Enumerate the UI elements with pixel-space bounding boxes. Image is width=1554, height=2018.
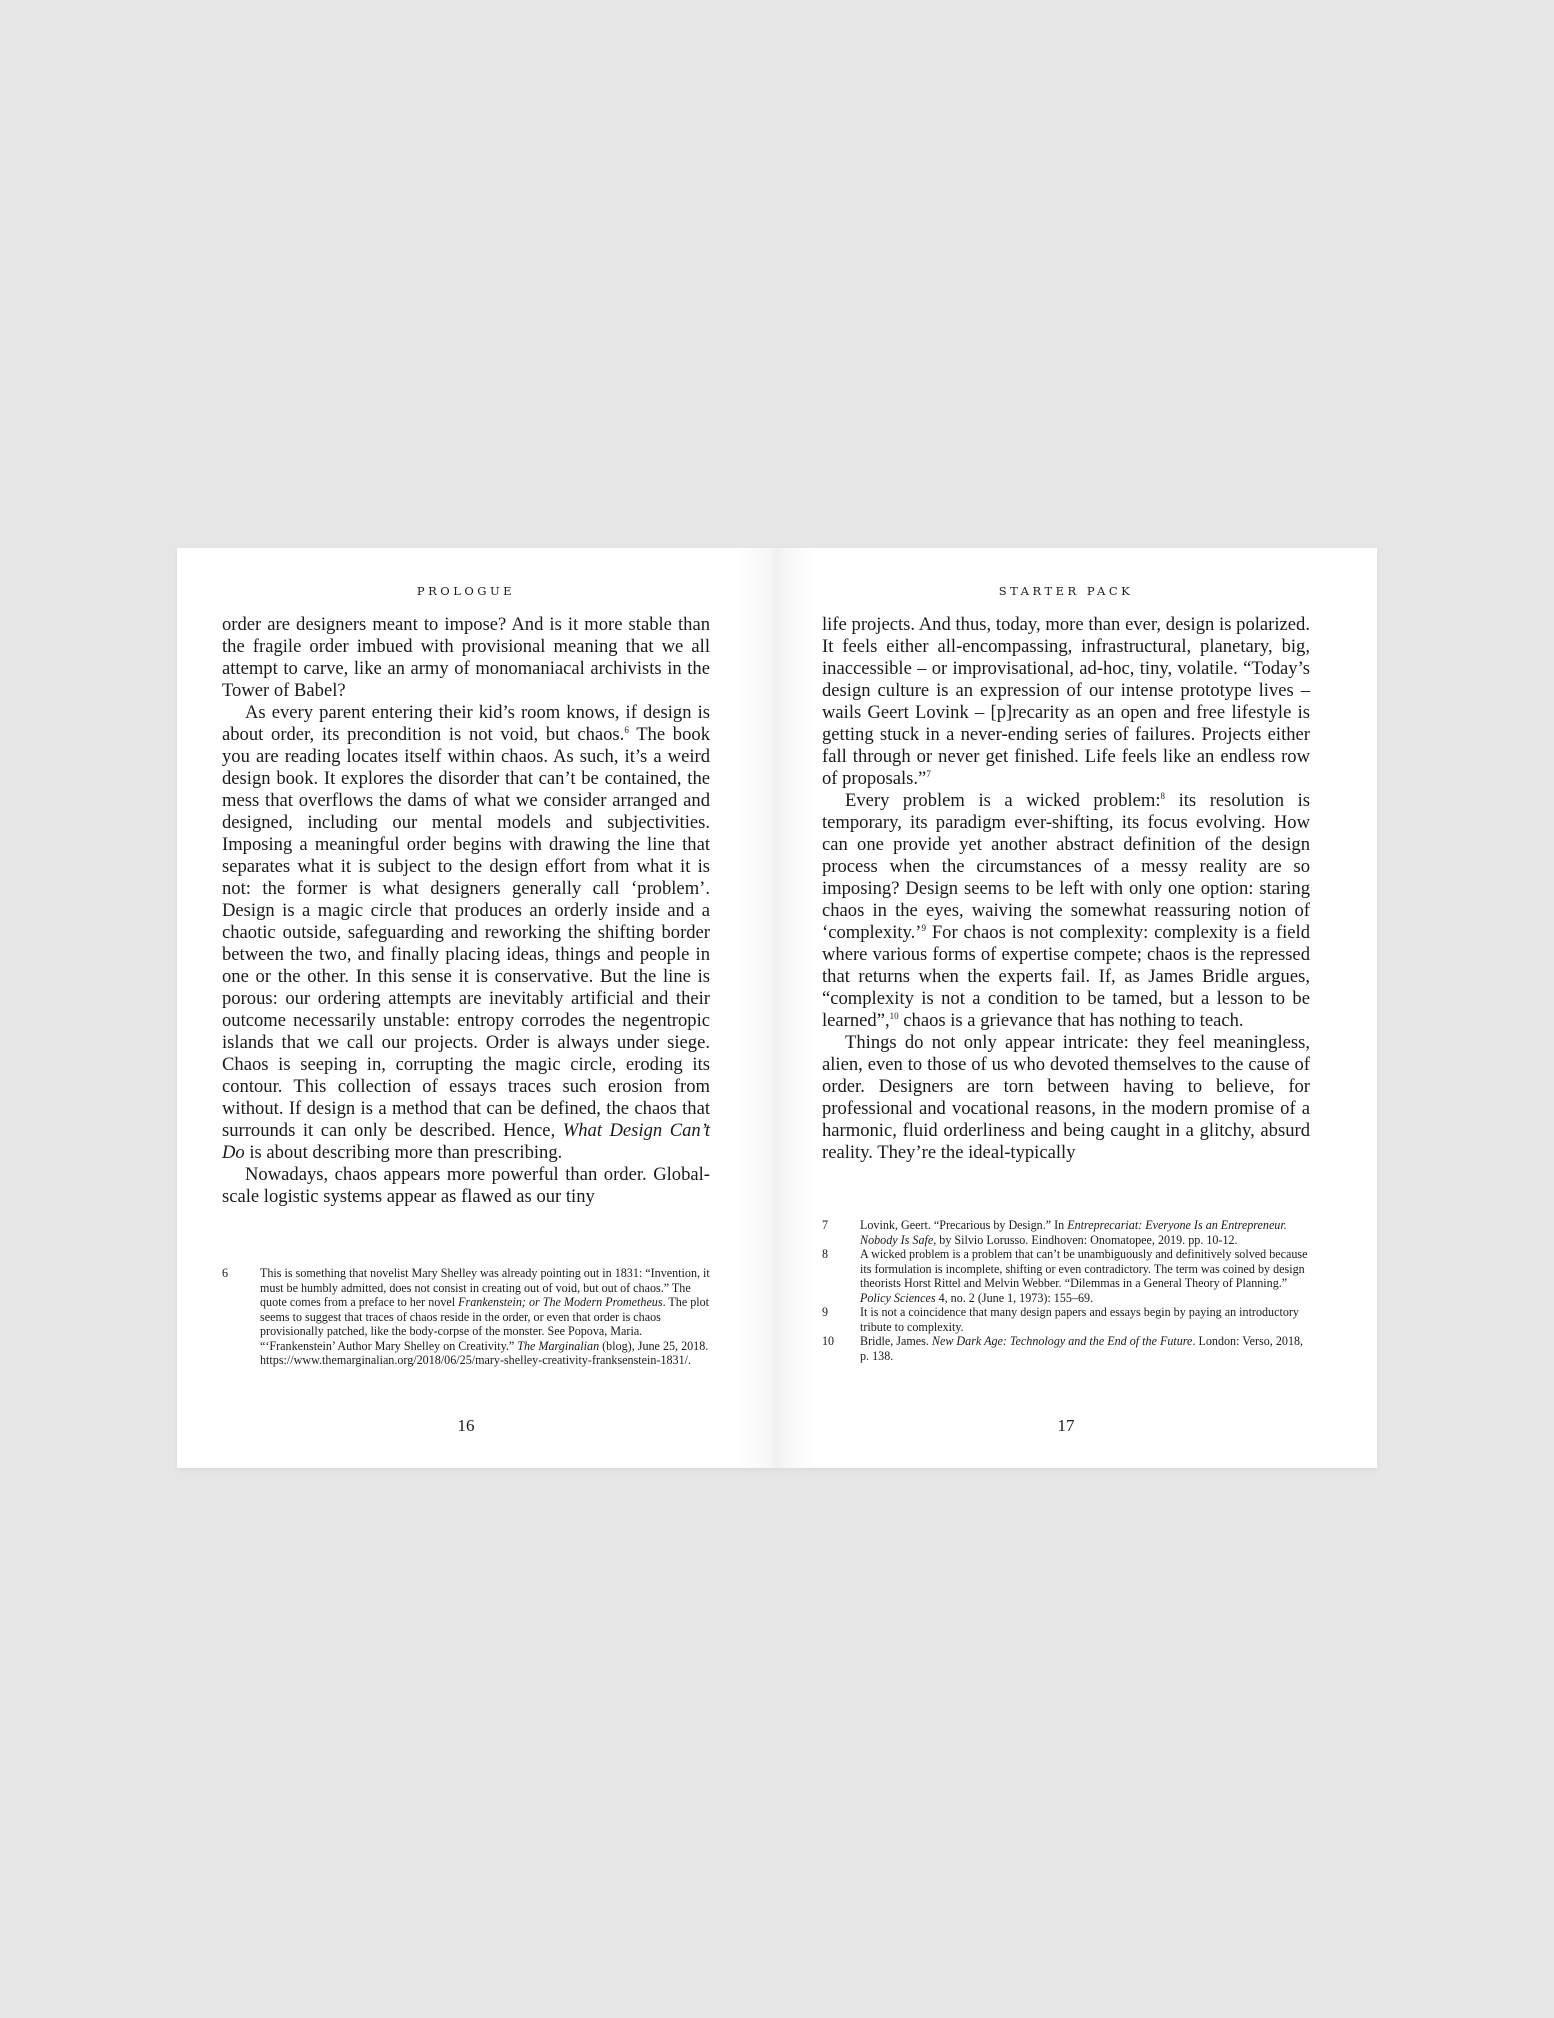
- footnote: [222, 1266, 710, 1368]
- right-page: [777, 548, 1377, 1468]
- text-run: , by Silvio Lorusso. Eindhoven: Onomatopee, 2019. pp. 10-12.: [933, 1232, 1238, 1247]
- footnote-ref: 8: [1160, 790, 1166, 801]
- footnote: [822, 1334, 1310, 1363]
- footnote-text: [260, 1266, 710, 1368]
- body-text: [822, 614, 1310, 1164]
- text-run: chaos is a grievance that has nothing to teach.: [898, 1010, 1244, 1031]
- running-head: PROLOGUE: [416, 584, 516, 598]
- text-run: life projects. And thus, today, more than ever, design is polarized. It feels either all-encompassing, infrastructural, planetary, big, inaccessible – or improvisational, ad-hoc, tiny, volatile. “Today’s design culture is an expression of our intense prototype lives – wails Geert Lovink – [p]recarity as an open and free lifestyle is getting stuck in a never-ending series of failures. Projects either fall through or never get finished. Life feels like an endless row of proposals.”: [822, 614, 1310, 789]
- text-run: A wicked problem is a problem that can’t be unambiguously and definitively solved because its formulation is incomplete, shifting or even contradictory. The term was coined by design theorists Horst Rittel and Melvin Webber. “Dilemmas in a General Theory of Planning.”: [860, 1247, 1308, 1290]
- footnote-text: [860, 1247, 1310, 1305]
- footnote-number: 7: [822, 1218, 829, 1232]
- text-run: The book you are reading locates itself within chaos. As such, it’s a weird design book. It explores the disorder that can’t be contained, the mess that overflows the dams of what we consider arranged and designed, including our mental models and subjectivities. Imposing a meaningful order begins with drawing the line that separates what it is subject to the design effort from what it is not: the former is what designers generally call ‘problem’. Design is a magic circle that produces an orderly inside and a chaotic outside, safeguarding and reworking the shifting border between the two, and finally placing ideas, things and people in one or the other. In this sense it is conservative. But the line is porous: our ordering attempts are inevitably artificial and their outcome necessarily unstable: entropy corrodes the negentropic islands that we call our projects. Order is always under siege. Chaos is seeping in, corrupting the magic circle, eroding its contour. This collection of essays traces such erosion from without. If design is a method that can be defined, the chaos that surrounds it can only be described. Hence,: [222, 724, 710, 1141]
- text-run: . The plot seems to suggest that traces of chaos reside in the order, or even that order is chaos provisionally patched, like the body-corpse of the monster. See Popova, Maria. “‘Frankenstein’ Author Mary Shelley on Creativity.”: [260, 1295, 710, 1353]
- running-head: STARTER PACK: [998, 584, 1134, 598]
- text-run: order are designers meant to impose? And is it more stable than the fragile order imbued with provisional meaning that we all attempt to carve, like an army of monomaniacal archivists in the Tower of Babel?: [222, 614, 710, 701]
- footnote: [822, 1218, 1310, 1247]
- text-run: (blog), June 25, 2018. https://www.themarginalian.org/2018/06/25/mary-shelley-creativity-franksenstein-1831/.: [260, 1338, 709, 1367]
- text-run: As every parent entering their kid’s room knows, if design is about order, its precondition is not void, but chaos.: [222, 702, 710, 745]
- paragraph: [822, 790, 1310, 1032]
- paragraph: [822, 614, 1310, 790]
- italic-text: New Dark Age: Technology and the End of the Future: [931, 1334, 1193, 1348]
- text-run: its resolution is temporary, its paradigm ever-shifting, its focus evolving. How can one provide yet another abstract definition of the design process when the circumstances of a messy reality are so imposing? Design seems to be left with only one option: staring chaos in the eyes, waiving the somewhat reassuring notion of ‘complexity.’: [822, 790, 1310, 943]
- footnote-number: 9: [822, 1305, 829, 1319]
- italic-text: Policy Sciences: [860, 1290, 936, 1305]
- footnote-ref: 6: [624, 724, 629, 735]
- text-run: Lovink, Geert. “Precarious by Design.” In: [860, 1218, 1068, 1232]
- footnote-number: 10: [822, 1334, 835, 1348]
- page-number: 17: [1057, 1416, 1075, 1435]
- footnote-number: 8: [822, 1247, 829, 1261]
- text-run: It is not a coincidence that many design papers and essays begin by paying an introductory tribute to complexity.: [860, 1305, 1299, 1334]
- text-run: Bridle, James.: [860, 1334, 932, 1348]
- footnotes: [222, 1266, 710, 1368]
- italic-text: Entreprecariat: Everyone Is an Entrepreneur. Nobody Is Safe: [860, 1218, 1287, 1247]
- italic-text: What Design Can’t Do: [222, 1120, 710, 1163]
- text-run: Every problem is a wicked problem:: [845, 790, 1161, 811]
- text-run: Things do not only appear intricate: they feel meaningless, alien, even to those of us who devoted themselves to the cause of order. Designers are torn between having to believe, for professional and vocational reasons, in the modern promise of a harmonic, fluid orderliness and being caught in a glitchy, absurd reality. They’re the ideal-typically: [822, 1032, 1310, 1163]
- paragraph: [822, 1032, 1310, 1164]
- paragraph: [222, 614, 710, 702]
- footnotes: [822, 1218, 1310, 1363]
- footnote: [822, 1247, 1310, 1305]
- footnote-ref: 7: [926, 768, 931, 779]
- footnote-text: [860, 1334, 1310, 1363]
- text-run: Nowadays, chaos appears more powerful than order. Global-scale logistic systems appear as flawed as our tiny: [222, 1164, 710, 1207]
- text-run: is about describing more than prescribing.: [244, 1142, 563, 1163]
- paragraph: [222, 1164, 710, 1208]
- page-number: 16: [457, 1416, 475, 1435]
- text-run: . London: Verso, 2018, p. 138.: [860, 1334, 1304, 1363]
- footnote-ref: 9: [921, 922, 926, 933]
- footnote-text: [860, 1218, 1310, 1247]
- italic-text: The Marginalian: [517, 1338, 600, 1353]
- footnote-text: [860, 1305, 1310, 1334]
- paragraph: [222, 702, 710, 1164]
- left-page: [177, 548, 777, 1468]
- footnote: [822, 1305, 1310, 1334]
- body-text: [222, 614, 710, 1208]
- footnote-ref: 10: [889, 1010, 899, 1021]
- italic-text: Frankenstein; or The Modern Prometheus: [458, 1295, 663, 1309]
- text-run: This is something that novelist Mary Shelley was already pointing out in 1831: “Invention, it must be humbly admitted, does not consist in creating out of void, but out of chaos.” The quote comes from a preface to her novel: [260, 1266, 710, 1309]
- text-run: For chaos is not complexity: complexity is a field where various forms of expertise compete; chaos is the repressed that returns when the experts fail. If, as James Bridle argues, “complexity is not a condition to be tamed, but a lesson to be learned”,: [822, 922, 1310, 1031]
- footnote-number: 6: [222, 1266, 229, 1280]
- text-run: 4, no. 2 (June 1, 1973): 155–69.: [935, 1290, 1094, 1305]
- book-spread: [177, 548, 1377, 1468]
